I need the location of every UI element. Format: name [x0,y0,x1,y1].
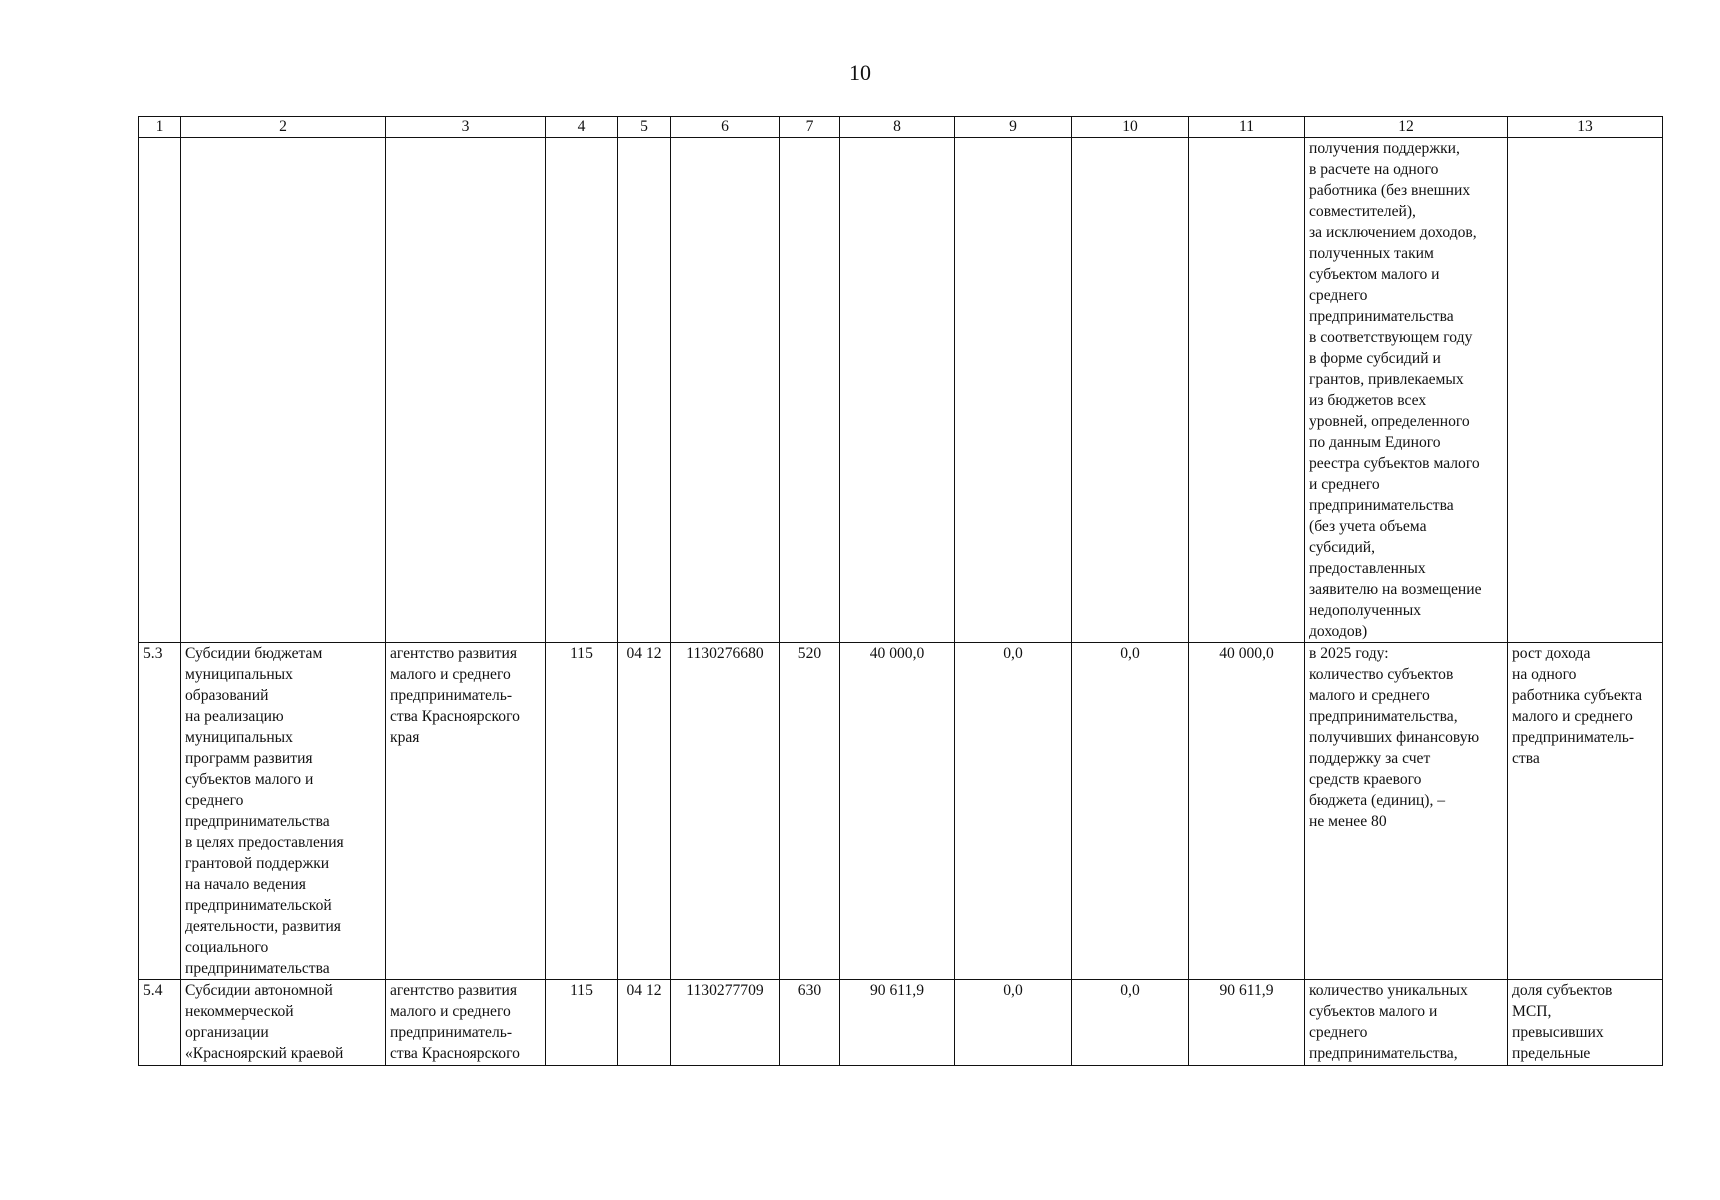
executor-cell: агентство развития малого и среднего предприниматель- ства Красноярского края [386,643,546,980]
col-header-12: 12 [1305,117,1508,138]
code-cell [546,138,618,643]
target-article-cell [671,138,780,643]
col-header-13: 13 [1508,117,1663,138]
col-header-4: 4 [546,117,618,138]
amount-cell: 0,0 [955,980,1072,1066]
table-row [139,980,1663,1066]
total-cell: 40 000,0 [1189,643,1305,980]
measure-name-cell [181,138,386,643]
code-cell: 115 [546,980,618,1066]
result-cell: в 2025 году: количество субъектов малого и среднего предпринимательства, получивших финансовую поддержку за счет средств краевого бюджета (единиц), – не менее 80 [1305,643,1508,980]
section-cell: 04 12 [618,643,671,980]
indicator-cell: рост дохода на одного работника субъекта малого и среднего предприниматель- ства [1508,643,1663,980]
row-number-cell: 5.3 [139,643,181,980]
row-number-cell [139,138,181,643]
amount-cell: 90 611,9 [840,980,955,1066]
executor-cell [386,138,546,643]
expense-type-cell [780,138,840,643]
table-row [139,138,1663,643]
amount-cell: 0,0 [1072,980,1189,1066]
col-header-6: 6 [671,117,780,138]
indicator-cell: доля субъектов МСП, превысивших предельные [1508,980,1663,1066]
target-article-cell: 1130276680 [671,643,780,980]
result-cell: получения поддержки, в расчете на одного работника (без внешних совместителей), за исключением доходов, полученных таким субъектом малого и среднего предпринимательства в соответствующем году в форме субсидий и грантов, привлекаемых из бюджетов всех уровней, определенного по данным Единого реестра субъектов малого и среднего предпринимательства (без учета объема субсидий, предоставленных заявителю на возмещение недополученных доходов) [1305,138,1508,643]
section-cell [618,138,671,643]
total-cell [1189,138,1305,643]
executor-cell: агентство развития малого и среднего предприниматель- ства Красноярского [386,980,546,1066]
col-header-11: 11 [1189,117,1305,138]
col-header-8: 8 [840,117,955,138]
total-cell: 90 611,9 [1189,980,1305,1066]
amount-cell [1072,138,1189,643]
header-row [139,117,1663,138]
amount-cell [840,138,955,643]
amount-cell: 0,0 [1072,643,1189,980]
target-article-cell: 1130277709 [671,980,780,1066]
table-row [139,643,1663,980]
col-header-10: 10 [1072,117,1189,138]
row-number-cell: 5.4 [139,980,181,1066]
col-header-5: 5 [618,117,671,138]
col-header-1: 1 [139,117,181,138]
amount-cell [955,138,1072,643]
col-header-9: 9 [955,117,1072,138]
page-number: 10 [849,60,871,85]
col-header-2: 2 [181,117,386,138]
measure-name-cell: Субсидии бюджетам муниципальных образований на реализацию муниципальных программ развития субъектов малого и среднего предпринимательства в целях предоставления грантовой поддержки на начало ведения предпринимательской деятельности, развития социального предпринимательства [181,643,386,980]
amount-cell: 0,0 [955,643,1072,980]
code-cell: 115 [546,643,618,980]
col-header-3: 3 [386,117,546,138]
expense-type-cell: 630 [780,980,840,1066]
budget-table [138,116,1663,1066]
result-cell: количество уникальных субъектов малого и среднего предпринимательства, [1305,980,1508,1066]
section-cell: 04 12 [618,980,671,1066]
indicator-cell [1508,138,1663,643]
col-header-7: 7 [780,117,840,138]
measure-name-cell: Субсидии автономной некоммерческой организации «Красноярский краевой [181,980,386,1066]
expense-type-cell: 520 [780,643,840,980]
amount-cell: 40 000,0 [840,643,955,980]
